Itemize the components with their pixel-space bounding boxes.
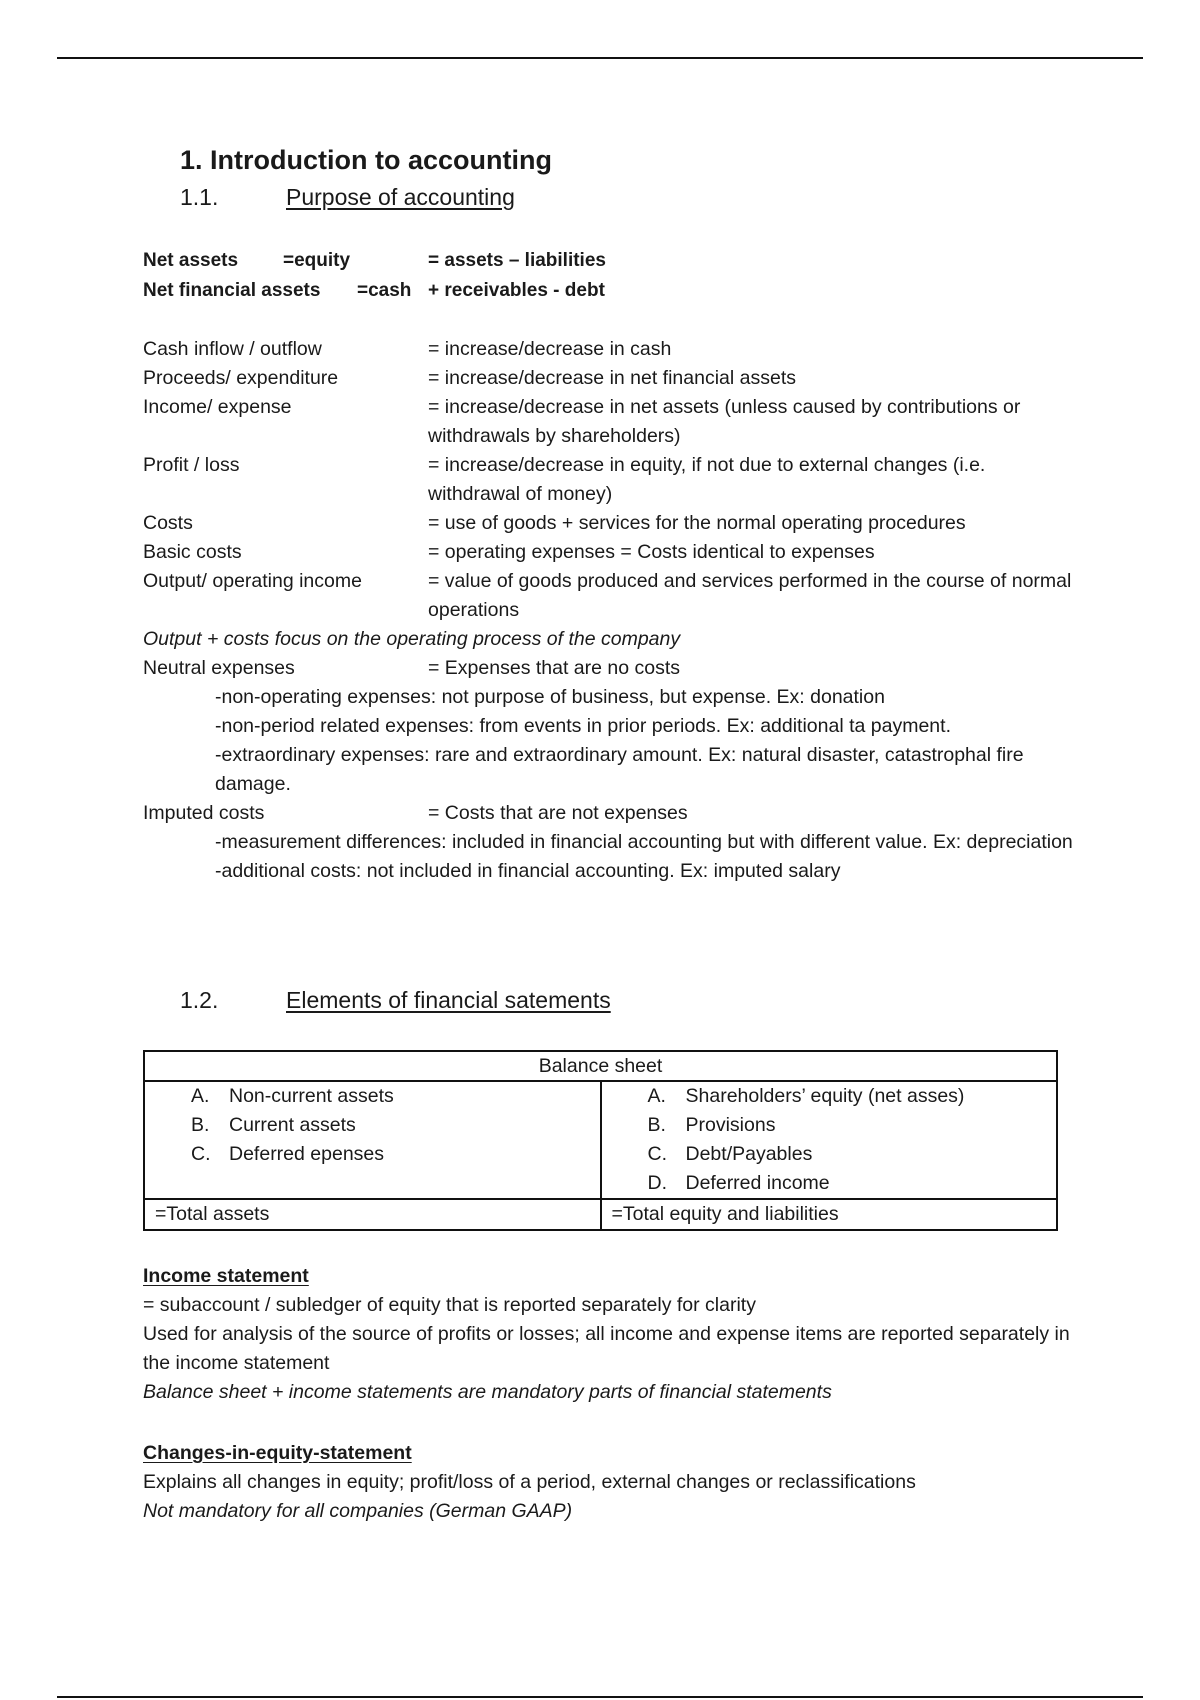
definition-text: = increase/decrease in cash	[428, 338, 672, 360]
asset-item: A. Non-current assets	[191, 1085, 394, 1107]
definition-term: Costs	[143, 512, 193, 534]
sub-item: -extraordinary expenses: rare and extraordinary amount. Ex: natural disaster, catastrophal fire damage.	[215, 744, 1024, 795]
changes-in-equity-heading: Changes-in-equity-statement	[143, 1442, 412, 1464]
income-statement-line: Used for analysis of the source of profits or losses; all income and expense items are reported separately in the income statement	[143, 1323, 1070, 1374]
definition-row	[143, 509, 1073, 538]
definition-term: Income/ expense	[143, 396, 292, 418]
definitions-list	[143, 335, 1073, 886]
equation-equals: =equity	[283, 250, 351, 271]
equation-term: Net assets	[143, 250, 239, 271]
definition-term: Imputed costs	[143, 802, 265, 824]
section-heading-1-2	[180, 987, 611, 1014]
italic-note: Output + costs focus on the operating process of the company	[143, 628, 681, 650]
changes-in-equity-note: Not mandatory for all companies (German GAAP)	[143, 1500, 573, 1522]
definition-row	[143, 451, 1073, 509]
sub-item: -measurement differences: included in financial accounting but with different value. Ex: depreciation	[215, 831, 1073, 853]
definition-text: = increase/decrease in net financial assets	[428, 367, 797, 389]
asset-item: C. Deferred epenses	[191, 1143, 385, 1165]
definition-row	[143, 567, 1073, 625]
definition-term: Profit / loss	[143, 454, 240, 476]
sub-item: -non-period related expenses: from events in prior periods. Ex: additional ta payment.	[215, 715, 951, 737]
definition-term: Cash inflow / outflow	[143, 338, 322, 360]
sub-item: -additional costs: not included in financial accounting. Ex: imputed salary	[215, 860, 841, 882]
header-rule	[57, 57, 1143, 59]
definition-term: Proceeds/ expenditure	[143, 367, 339, 389]
total-equity-liabilities: =Total equity and liabilities	[601, 1199, 1058, 1230]
liability-item: D. Deferred income	[647, 1172, 830, 1194]
definition-text: = operating expenses = Costs identical to expenses	[428, 541, 875, 563]
changes-in-equity-line: Explains all changes in equity; profit/loss of a period, external changes or reclassifications	[143, 1471, 916, 1493]
definition-text: = Costs that are not expenses	[428, 802, 688, 824]
definition-term: Basic costs	[143, 541, 242, 563]
liabilities-column	[601, 1081, 1058, 1199]
equation-term: Net financial assets	[143, 280, 321, 301]
balance-sheet-table	[143, 1050, 1058, 1231]
sub-item: -non-operating expenses: not purpose of business, but expense. Ex: donation	[215, 686, 885, 708]
definition-text: = value of goods produced and services performed in the course of normal operations	[428, 570, 1072, 621]
income-statement-section	[143, 1262, 1073, 1407]
definition-row	[143, 538, 1073, 567]
equation-formula: = assets – liabilities	[428, 250, 606, 271]
liability-item: C. Debt/Payables	[647, 1143, 813, 1165]
definition-row	[143, 364, 1073, 393]
definition-row	[143, 335, 1073, 364]
chapter-title: 1. Introduction to accounting	[180, 145, 552, 175]
section-number: 1.1.	[180, 184, 219, 210]
equation-equals: =cash	[357, 280, 412, 301]
section-title: Elements of financial satements	[286, 987, 611, 1013]
section-number: 1.2.	[180, 987, 219, 1013]
definition-text: = increase/decrease in equity, if not due to external changes (i.e. withdrawal of money)	[428, 454, 986, 505]
definition-text: = Expenses that are no costs	[428, 657, 681, 679]
income-statement-heading: Income statement	[143, 1265, 309, 1287]
definition-row	[143, 799, 1073, 828]
definition-text: = increase/decrease in net assets (unless caused by contributions or withdrawals by shareholders)	[428, 396, 1021, 447]
equation-formula: + receivables - debt	[428, 280, 605, 301]
balance-sheet-header: Balance sheet	[144, 1051, 1057, 1081]
income-statement-line: = subaccount / subledger of equity that is reported separately for clarity	[143, 1294, 756, 1316]
section-heading-1-1	[180, 184, 515, 211]
liability-item: B. Provisions	[647, 1114, 776, 1136]
liability-item: A. Shareholders’ equity (net asses)	[647, 1085, 965, 1107]
income-statement-note: Balance sheet + income statements are mandatory parts of financial statements	[143, 1381, 832, 1403]
definition-row	[143, 393, 1073, 451]
footer-rule	[57, 1696, 1143, 1698]
assets-column	[144, 1081, 601, 1199]
asset-item: B. Current assets	[191, 1114, 356, 1136]
definition-term: Neutral expenses	[143, 657, 295, 679]
definition-term: Output/ operating income	[143, 570, 362, 592]
definition-row	[143, 654, 1073, 683]
section-title: Purpose of accounting	[286, 184, 515, 210]
total-assets: =Total assets	[144, 1199, 601, 1230]
definition-text: = use of goods + services for the normal operating procedures	[428, 512, 966, 534]
changes-in-equity-section	[143, 1439, 1073, 1526]
